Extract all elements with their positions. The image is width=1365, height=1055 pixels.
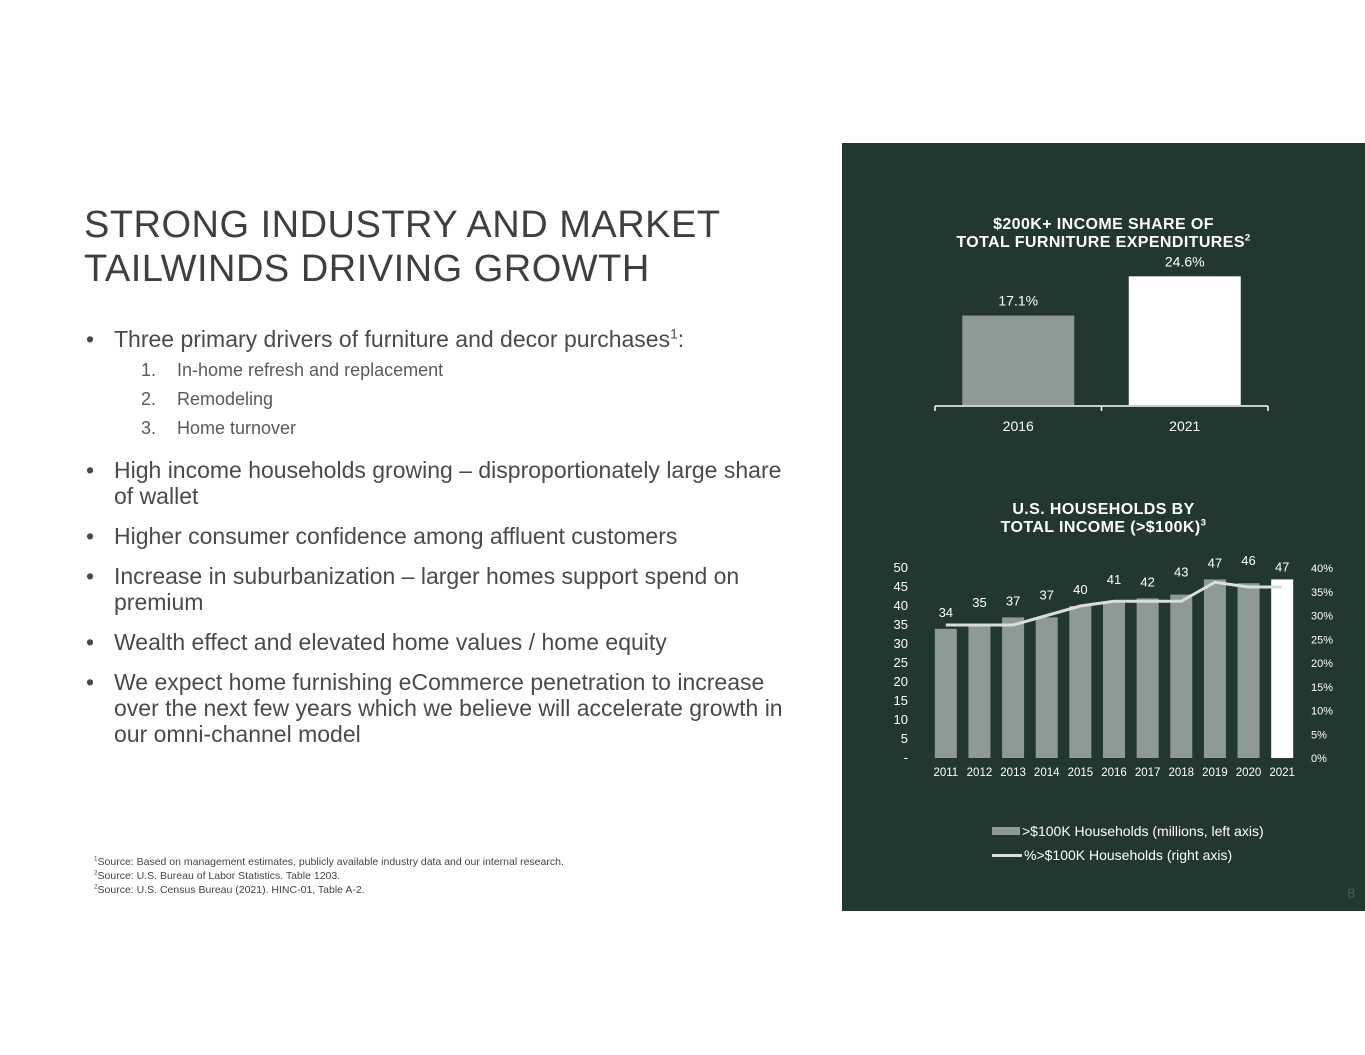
y2-tick-label: 30% [1311, 610, 1334, 623]
driver-number: 2. [141, 389, 157, 409]
footnote-text: Source: U.S. Bureau of Labor Statistics. Table 1203. [97, 870, 341, 882]
page-title [84, 203, 721, 291]
legend-label: %>$100K Households (right axis) [1024, 847, 1233, 863]
x-tick-label: 2015 [1067, 767, 1094, 779]
footnote-marker: 2 [94, 869, 98, 877]
title-line-2: TAILWINDS DRIVING GROWTH [84, 248, 650, 290]
y-tick-label: 50 [893, 560, 908, 575]
footnote [94, 855, 564, 869]
bar [1103, 602, 1125, 758]
bar [1238, 583, 1260, 758]
x-tick-label: 2014 [1033, 767, 1060, 779]
driver-item [114, 414, 786, 443]
chart-title-line: U.S. HOUSEHOLDS BY [1012, 501, 1195, 518]
data-label: 43 [1174, 564, 1189, 580]
legend-item-bars [992, 819, 1264, 843]
data-label: 47 [1207, 555, 1223, 571]
bullet-item: • Increase in suburbanization – larger homes support spend on premium [86, 563, 786, 615]
y2-tick-label: 5% [1311, 729, 1327, 742]
bullet-suffix: : [677, 326, 685, 352]
bullet-text: Three primary drivers of furniture and decor purchases [114, 326, 671, 352]
bullet-item: • Wealth effect and elevated home values / home equity [86, 629, 786, 655]
data-label: 37 [1039, 587, 1054, 603]
footnote-marker: 1 [670, 326, 678, 342]
data-label: 24.6% [1164, 253, 1205, 270]
data-label: 47 [1274, 559, 1290, 575]
y-tick-label: 15 [893, 693, 908, 708]
y-tick-label: 40 [893, 598, 908, 613]
bar [1170, 595, 1192, 758]
x-tick-label: 2020 [1235, 767, 1262, 779]
bullet-item: • High income households growing – disproportionately large share of wallet [86, 457, 786, 509]
y-tick-label: 30 [893, 636, 908, 651]
households-chart-title [842, 501, 1365, 537]
y-tick-label: 35 [893, 617, 908, 632]
footnote-text: Source: Based on management estimates, publicly available industry data and our internal research. [97, 856, 564, 868]
bar [968, 625, 990, 758]
households-combo-chart [842, 543, 1365, 803]
x-tick-label: 2016 [1002, 418, 1034, 434]
page-number: 8 [1347, 885, 1355, 901]
bar [1036, 617, 1058, 758]
bullet-item: • We expect home furnishing eCommerce penetration to increase over the next few years which we believe will accelerate growth in our omni-channel model [86, 669, 786, 747]
y2-tick-label: 10% [1311, 705, 1334, 718]
title-line-1: STRONG INDUSTRY AND MARKET [84, 204, 721, 246]
bullet-list [86, 326, 786, 761]
x-tick-label: 2019 [1202, 767, 1228, 779]
drivers-list [114, 356, 786, 443]
y-tick-label: 25 [893, 655, 908, 670]
data-label: 34 [938, 604, 954, 620]
chart-title-line [842, 519, 1365, 537]
bar [1069, 606, 1091, 758]
y2-tick-label: 0% [1311, 753, 1327, 765]
expenditures-bar-chart [842, 143, 1365, 453]
x-tick-label: 2012 [966, 767, 993, 779]
driver-item [114, 356, 786, 385]
bar [962, 316, 1074, 405]
footnote-text: Source: U.S. Census Bureau (2021). HINC-01, Table A-2. [97, 884, 365, 896]
legend-swatch-bar [992, 827, 1020, 835]
data-label: 37 [1005, 593, 1021, 609]
chart-title-text: TOTAL FURNITURE EXPENDITURES [956, 234, 1245, 251]
footnote [94, 869, 564, 883]
x-tick-label: 2013 [1000, 767, 1026, 779]
data-label: 46 [1241, 553, 1256, 569]
y2-tick-label: 15% [1311, 681, 1334, 694]
bullet-item: • Higher consumer confidence among affluent customers [86, 523, 786, 549]
chart-title-line: $200K+ INCOME SHARE OF [993, 216, 1214, 233]
y-tick-label: - [903, 750, 908, 765]
footnotes [94, 855, 564, 897]
x-tick-label: 2017 [1134, 767, 1161, 779]
driver-number: 1. [141, 360, 157, 380]
y2-tick-label: 20% [1311, 658, 1334, 670]
driver-text: Remodeling [177, 389, 274, 409]
y-tick-label: 45 [893, 579, 908, 594]
y2-tick-label: 40% [1311, 563, 1334, 575]
legend-label: >$100K Households (millions, left axis) [1022, 823, 1264, 839]
y-tick-label: 20 [893, 674, 908, 689]
footnote-marker: 2 [1244, 232, 1251, 244]
legend-item-line [992, 843, 1264, 867]
data-label: 17.1% [998, 292, 1039, 309]
footnote [94, 883, 564, 897]
y-tick-label: 5 [900, 731, 908, 746]
x-tick-label: 2016 [1101, 767, 1127, 779]
bullet-item [86, 326, 786, 443]
chart-title-text: TOTAL INCOME (>$100K) [1000, 519, 1201, 536]
y-tick-label: 10 [893, 712, 908, 727]
legend-swatch-line [992, 854, 1022, 857]
x-tick-label: 2011 [933, 767, 959, 779]
bar [1002, 617, 1024, 758]
data-label: 41 [1106, 572, 1122, 588]
x-tick-label: 2021 [1269, 767, 1295, 779]
footnote-marker: 3 [1200, 517, 1207, 529]
bar [1137, 598, 1159, 758]
x-tick-label: 2021 [1169, 418, 1201, 434]
bar [1204, 579, 1226, 758]
y2-tick-label: 35% [1311, 586, 1334, 599]
data-label: 35 [972, 595, 987, 610]
footnote-marker: 2 [94, 883, 98, 891]
driver-text: In-home refresh and replacement [177, 360, 444, 380]
driver-text: Home turnover [177, 418, 297, 438]
driver-item [114, 385, 786, 414]
data-label: 40 [1073, 582, 1088, 597]
driver-number: 3. [141, 418, 157, 438]
bar [935, 629, 957, 758]
data-label: 42 [1140, 574, 1155, 590]
footnote-marker: 1 [94, 855, 98, 863]
chart-panel [842, 143, 1365, 911]
bar [1129, 276, 1241, 405]
y2-tick-label: 25% [1311, 634, 1334, 647]
x-tick-label: 2018 [1168, 767, 1195, 779]
bar [1271, 579, 1293, 758]
chart-legend [992, 819, 1264, 867]
